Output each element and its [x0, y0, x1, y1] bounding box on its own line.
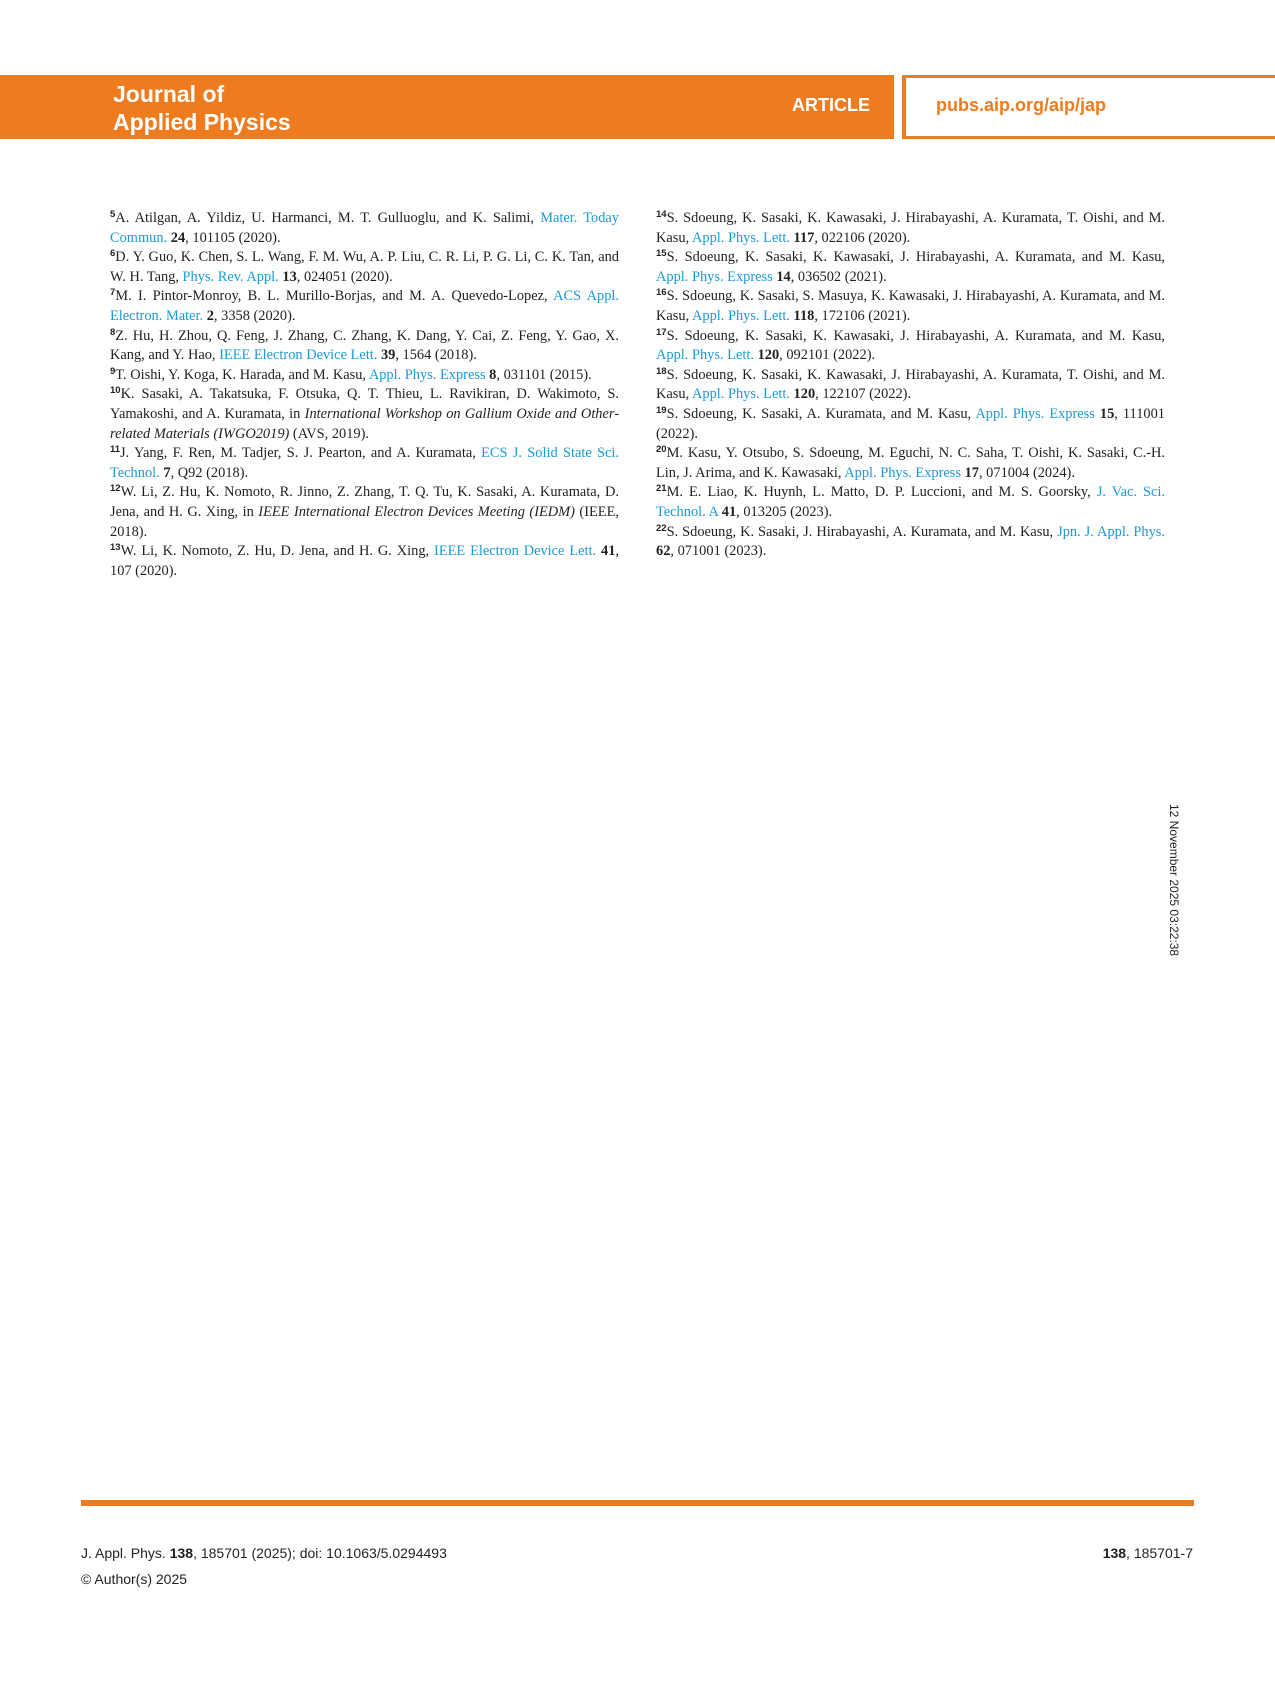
footer-divider: [81, 1500, 1194, 1506]
journal-header: [0, 75, 1275, 139]
article-type-label: ARTICLE: [792, 95, 870, 115]
reference-number: 13: [110, 542, 121, 554]
reference-journal-link[interactable]: Appl. Phys. Express: [656, 268, 773, 285]
reference-item: [110, 327, 619, 366]
reference-journal-link[interactable]: Appl. Phys. Lett.: [691, 307, 790, 324]
download-timestamp: [1167, 804, 1191, 964]
reference-number: 18: [656, 365, 667, 377]
reference-number: 5: [110, 209, 116, 220]
reference-pages-year: , Q92 (2018).: [170, 464, 249, 481]
footer-citation-journal: J. Appl. Phys.: [81, 1545, 170, 1561]
reference-authors: A. Atilgan, A. Yildiz, U. Harmanci, M. T. Gulluoglu, and K. Salimi,: [115, 210, 541, 226]
reference-volume: 7: [163, 464, 171, 481]
journal-title-line2: Applied Physics: [113, 109, 291, 135]
reference-journal-link[interactable]: ACS Appl. Electron. Mater.: [110, 288, 619, 324]
reference-number: 15: [656, 248, 667, 260]
references-right-column: [656, 209, 1165, 562]
reference-pages-year: , 111001 (2022).: [656, 405, 1165, 442]
reference-authors: S. Sdoeung, K. Sasaki, A. Kuramata, and M. Kasu,: [666, 405, 976, 422]
footer-copyright: © Author(s) 2025: [81, 1571, 188, 1587]
reference-item: [110, 542, 619, 581]
reference-pages-year: , 092101 (2022).: [779, 347, 876, 364]
reference-item: [656, 444, 1165, 483]
reference-authors: M. E. Liao, K. Huynh, L. Matto, D. P. Luccioni, and M. S. Goorsky,: [666, 484, 1097, 501]
reference-publisher: (IEEE, 2018).: [110, 503, 619, 540]
reference-journal-link[interactable]: Jpn. J. Appl. Phys.: [1057, 523, 1165, 540]
reference-item: [656, 366, 1165, 405]
reference-pages-year: , 101105 (2020).: [185, 229, 281, 246]
reference-item: [110, 483, 619, 542]
reference-volume: 8: [489, 366, 497, 383]
reference-volume: 62: [656, 543, 671, 560]
reference-publisher: (AVS, 2019).: [289, 425, 370, 442]
reference-volume: 24: [170, 229, 186, 246]
reference-authors: S. Sdoeung, K. Sasaki, K. Kawasaki, J. Hirabayashi, A. Kuramata, T. Oishi, and M. Kasu,: [656, 366, 1165, 403]
reference-volume: 14: [776, 268, 791, 285]
reference-item: [656, 209, 1165, 248]
footer-page-number: [1103, 1545, 1193, 1561]
reference-pages-year: , 031101 (2015).: [496, 366, 592, 383]
references-left-column: [110, 209, 619, 581]
reference-proceedings: International Workshop on Gallium Oxide and Other-related Materials (IWGO2019): [110, 405, 619, 442]
url-box: [902, 75, 1275, 139]
journal-title-line1: Journal of: [113, 81, 225, 107]
reference-authors: S. Sdoeung, K. Sasaki, S. Masuya, K. Kawasaki, J. Hirabayashi, A. Kuramata, and M. Kasu,: [656, 288, 1165, 324]
reference-volume: 41: [721, 503, 737, 520]
reference-authors: S. Sdoeung, K. Sasaki, J. Hirabayashi, A. Kuramata, and M. Kasu,: [666, 523, 1058, 540]
reference-number: 22: [656, 522, 667, 534]
footer-citation: [81, 1545, 447, 1561]
reference-volume: 118: [793, 307, 815, 324]
reference-authors: Z. Hu, H. Zhou, Q. Feng, J. Zhang, C. Zhang, K. Dang, Y. Cai, Z. Feng, Y. Gao, X. Kang, and Y. Hao,: [110, 327, 619, 364]
reference-volume: 117: [793, 229, 815, 246]
reference-pages-year: , 071004 (2024).: [978, 464, 1075, 481]
reference-item: [656, 327, 1165, 366]
reference-journal-link[interactable]: Appl. Phys. Express: [844, 464, 961, 481]
reference-number: 20: [656, 444, 667, 456]
reference-pages-year: , 013205 (2023).: [736, 503, 833, 520]
reference-item: [656, 248, 1165, 287]
reference-number: 10: [110, 385, 121, 397]
reference-journal-link[interactable]: Mater. Today Commun.: [110, 210, 619, 246]
reference-number: 17: [656, 326, 667, 338]
reference-item: [110, 444, 619, 483]
reference-journal-link[interactable]: Appl. Phys. Express: [368, 366, 486, 383]
reference-item: [656, 483, 1165, 522]
reference-number: 14: [656, 209, 667, 220]
footer-citation-rest: , 185701 (2025); doi: 10.1063/5.0294493: [193, 1545, 447, 1561]
reference-journal-link[interactable]: Appl. Phys. Lett.: [691, 229, 790, 246]
reference-number: 6: [110, 248, 116, 260]
reference-journal-link[interactable]: IEEE Electron Device Lett.: [219, 347, 378, 364]
reference-pages-year: , 172106 (2021).: [814, 307, 911, 324]
reference-volume: 41: [601, 543, 616, 560]
reference-authors: M. Kasu, Y. Otsubo, S. Sdoeung, M. Eguchi, N. C. Saha, T. Oishi, K. Sasaki, C.-H. Lin, J. Arima, and K. Kawasaki,: [656, 445, 1165, 481]
reference-number: 19: [656, 404, 667, 416]
reference-number: 9: [110, 365, 116, 377]
reference-item: [656, 405, 1165, 444]
reference-authors: S. Sdoeung, K. Sasaki, K. Kawasaki, J. Hirabayashi, A. Kuramata, and M. Kasu,: [666, 327, 1165, 344]
reference-journal-link[interactable]: ECS J. Solid State Sci. Technol.: [110, 445, 619, 481]
reference-item: [110, 366, 619, 386]
reference-item: [110, 287, 619, 326]
reference-journal-link[interactable]: Appl. Phys. Express: [975, 405, 1095, 422]
reference-volume: 120: [757, 347, 780, 364]
reference-number: 12: [110, 483, 121, 495]
reference-volume: 13: [282, 268, 297, 285]
reference-journal-link[interactable]: J. Vac. Sci. Technol. A: [656, 484, 1165, 520]
reference-authors: K. Sasaki, A. Takatsuka, F. Otsuka, Q. T. Thieu, L. Ravikiran, D. Wakimoto, S. Yamakoshi, and A. Kuramata, in: [110, 386, 619, 422]
reference-proceedings: IEEE International Electron Devices Meeting (IEDM): [258, 503, 575, 520]
reference-volume: 120: [793, 386, 816, 403]
reference-journal-link[interactable]: Appl. Phys. Lett.: [656, 347, 754, 364]
reference-authors: W. Li, Z. Hu, K. Nomoto, R. Jinno, Z. Zhang, T. Q. Tu, K. Sasaki, A. Kuramata, D. Jena, and H. G. Xing, in: [110, 484, 619, 520]
reference-volume: 15: [1099, 405, 1115, 422]
footer-page-volume: 138: [1102, 1545, 1127, 1561]
journal-url-link[interactable]: pubs.aip.org/aip/jap: [936, 95, 1107, 115]
reference-number: 16: [656, 287, 667, 299]
reference-item: [110, 248, 619, 287]
footer-citation-volume: 138: [169, 1545, 194, 1561]
reference-authors: M. I. Pintor-Monroy, B. L. Murillo-Borjas, and M. A. Quevedo-Lopez,: [115, 288, 554, 305]
reference-item: [656, 287, 1165, 326]
header-banner: [0, 75, 894, 139]
journal-title[interactable]: [113, 80, 291, 136]
reference-pages-year: , 122107 (2022).: [815, 386, 912, 403]
reference-journal-link[interactable]: Appl. Phys. Lett.: [691, 386, 790, 403]
reference-pages-year: , 107 (2020).: [110, 543, 619, 579]
reference-volume: 39: [380, 347, 396, 364]
reference-authors: S. Sdoeung, K. Sasaki, K. Kawasaki, J. Hirabayashi, A. Kuramata, and M. Kasu,: [666, 249, 1165, 266]
reference-pages-year: , 022106 (2020).: [814, 229, 911, 246]
reference-authors: D. Y. Guo, K. Chen, S. L. Wang, F. M. Wu, A. P. Liu, C. R. Li, P. G. Li, C. K. Tan, and W. H. Tang,: [110, 249, 619, 285]
reference-authors: J. Yang, F. Ren, M. Tadjer, S. J. Pearton, and A. Kuramata,: [120, 445, 482, 462]
reference-pages-year: , 024051 (2020).: [296, 268, 393, 285]
reference-authors: W. Li, K. Nomoto, Z. Hu, D. Jena, and H. G. Xing,: [120, 543, 435, 560]
reference-journal-link[interactable]: Phys. Rev. Appl.: [182, 268, 279, 285]
reference-number: 11: [110, 444, 121, 456]
reference-journal-link[interactable]: IEEE Electron Device Lett.: [434, 543, 597, 560]
reference-number: 8: [110, 326, 116, 338]
reference-authors: S. Sdoeung, K. Sasaki, K. Kawasaki, J. Hirabayashi, A. Kuramata, T. Oishi, and M. Kasu,: [656, 210, 1165, 246]
reference-volume: 17: [964, 464, 979, 481]
reference-pages-year: , 071001 (2023).: [670, 543, 767, 560]
reference-pages-year: , 1564 (2018).: [395, 347, 477, 364]
reference-pages-year: , 036502 (2021).: [790, 268, 887, 285]
reference-item: [110, 385, 619, 444]
reference-pages-year: , 3358 (2020).: [213, 307, 296, 324]
reference-number: 21: [656, 483, 667, 495]
reference-volume: 2: [206, 307, 214, 324]
reference-authors: T. Oishi, Y. Koga, K. Harada, and M. Kasu,: [115, 366, 369, 383]
reference-item: [656, 523, 1165, 562]
footer-page-rest: , 185701-7: [1126, 1545, 1193, 1561]
reference-item: [110, 209, 619, 248]
reference-number: 7: [110, 287, 116, 299]
download-timestamp-text: 12 November 2025 03:22:38: [1167, 804, 1181, 957]
